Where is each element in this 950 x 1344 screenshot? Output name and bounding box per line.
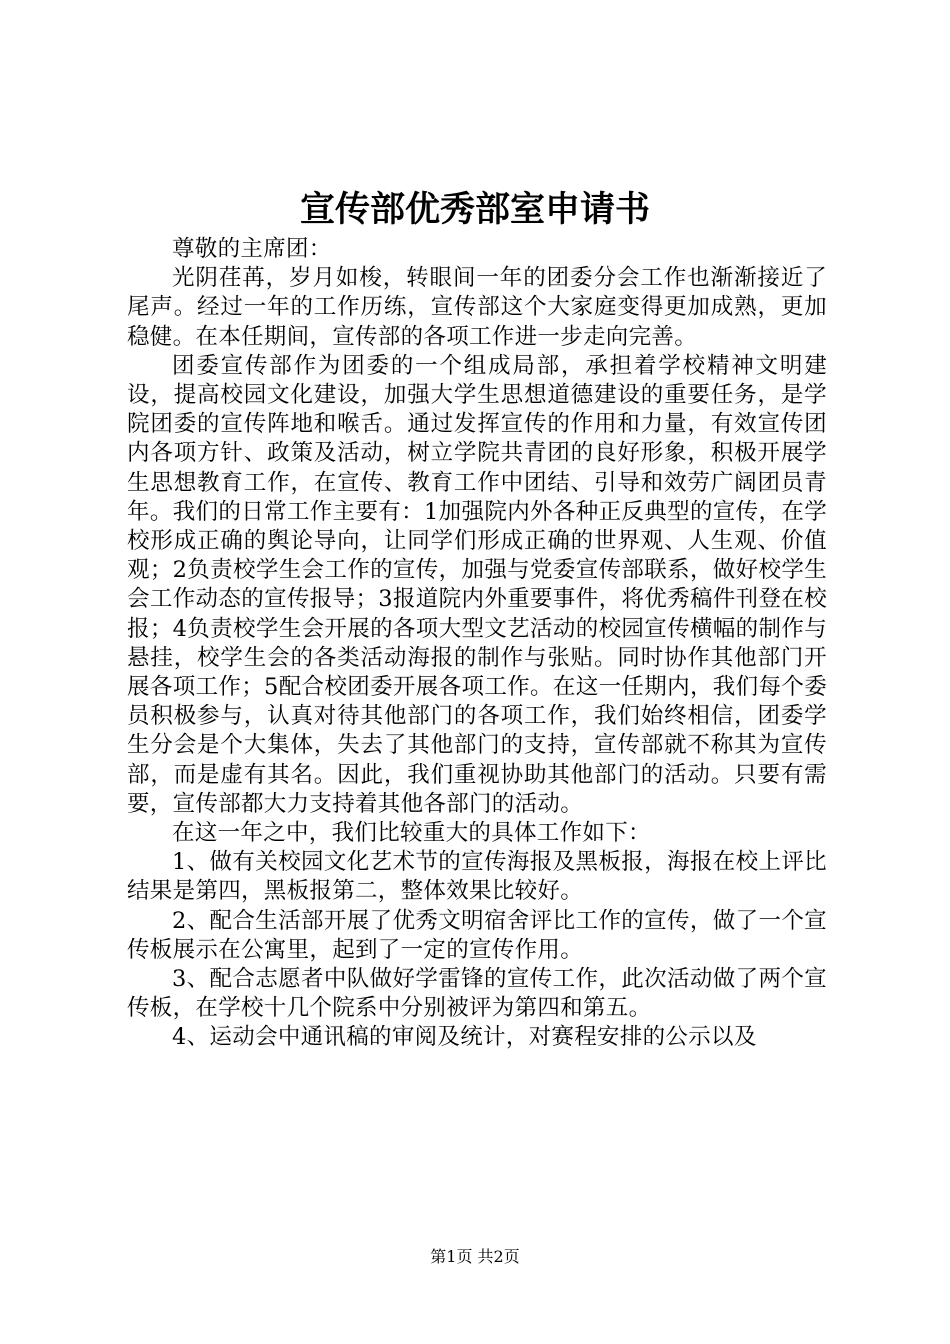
paragraph-intro: 光阴荏苒，岁月如梭，转眼间一年的团委分会工作也渐渐接近了尾声。经过一年的工作历练，宣传部这个大家庭变得更加成熟，更加稳健。在本任期间，宣传部的各项工作进一步走向完善。 xyxy=(127,265,827,350)
salutation: 尊敬的主席团： xyxy=(172,236,332,262)
list-item-1: 1、做有关校园文化艺术节的宣传海报及黑板报，海报在校上评比结果是第四，黑板报第二，整体效果比较好。 xyxy=(127,849,827,905)
paragraph-duties: 团委宣传部作为团委的一个组成局部，承担着学校精神文明建设，提高校园文化建设，加强大学生思想道德建设的重要任务，是学院团委的宣传阵地和喉舌。通过发挥宣传的作用和力量，有效宣传团内各项方针、政策及活动，树立学院共青团的良好形象，积极开展学生思想教育工作，在宣传、教育工作中团结、引导和效劳广阔团员青年。我们的日常工作主要有：1加强院内外各种正反典型的宣传，在学校形成正确的舆论导向，让同学们形成正确的世界观、人生观、价值观；2负责校学生会工作的宣传，加强与党委宣传部联系，做好校学生会工作动态的宣传报导；3报道院内外重要事件，将优秀稿件刊登在校报；4负责校学生会开展的各项大型文艺活动的校园宣传横幅的制作与悬挂，校学生会的各类活动海报的制作与张贴。同时协作其他部门开展各项工作；5配合校团委开展各项工作。在这一任期内，我们每个委员积极参与，认真对待其他部门的各项工作，我们始终相信，团委学生分会是个大集体，失去了其他部门的支持，宣传部就不称其为宣传部，而是虚有其名。因此，我们重视协助其他部门的活动。只要有需要，宣传部都大力支持着其他各部门的活动。 xyxy=(127,352,827,817)
document-title: 宣传部优秀部室申请书 xyxy=(299,189,650,230)
list-item-2: 2、配合生活部开展了优秀文明宿舍评比工作的宣传，做了一个宣传板展示在公寓里，起到了一定的宣传作用。 xyxy=(127,907,827,963)
list-item-4: 4、运动会中通讯稿的审阅及统计，对赛程安排的公示以及 xyxy=(172,1024,757,1051)
paragraph-work-heading: 在这一年之中，我们比较重大的具体工作如下： xyxy=(172,820,651,847)
list-item-3: 3、配合志愿者中队做好学雷锋的宣传工作，此次活动做了两个宣传板，在学校十几个院系中分别被评为第四和第五。 xyxy=(127,966,827,1022)
page-number-footer: 第1页 共2页 xyxy=(430,1247,520,1266)
document-body xyxy=(127,235,827,1053)
